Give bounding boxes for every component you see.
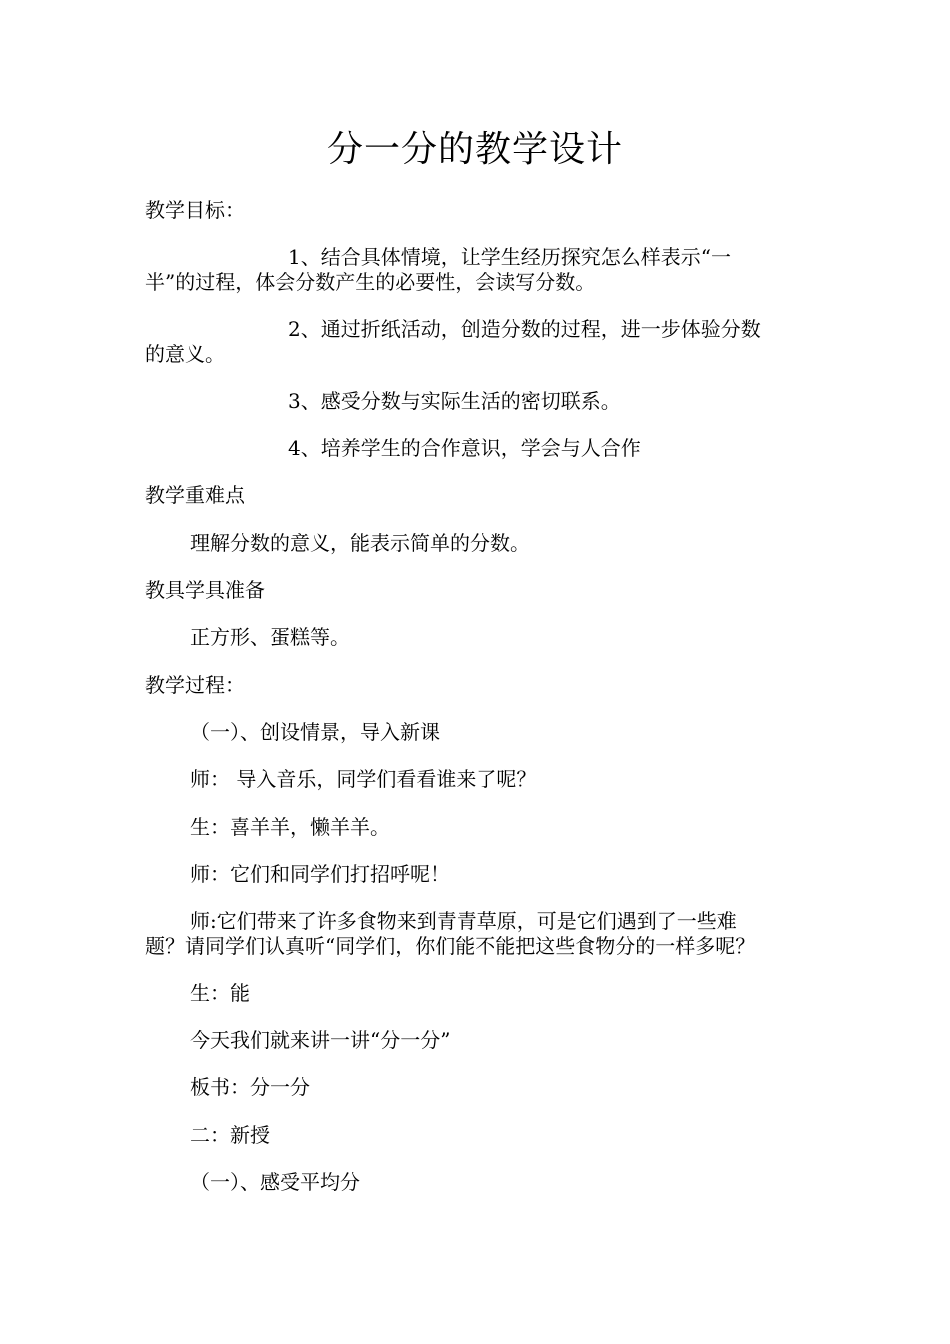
step-1-heading: （一）、创设情景，导入新课 <box>190 720 440 744</box>
board-writing: 板书：分一分 <box>190 1075 310 1099</box>
goal-1-line-2: 半”的过程，体会分数产生的必要性，会读写分数。 <box>145 270 596 294</box>
dialogue-teacher-1: 师： 导入音乐，同学们看看谁来了呢？ <box>190 767 537 791</box>
dialogue-student-2: 生：能 <box>190 981 250 1005</box>
today-topic: 今天我们就来讲一讲“分一分” <box>190 1028 451 1052</box>
goal-4: 4、培养学生的合作意识，学会与人合作 <box>288 436 641 460</box>
dialogue-teacher-3-line-2: 题？请同学们认真听“同学们，你们能不能把这些食物分的一样多呢？ <box>145 934 756 958</box>
new-lesson-heading: 二：新授 <box>190 1123 270 1147</box>
dialogue-student-1: 生：喜羊羊，懒羊羊。 <box>190 815 390 839</box>
process-heading: 教学过程： <box>145 673 245 697</box>
tools-heading: 教具学具准备 <box>145 578 265 602</box>
keypoints-text: 理解分数的意义，能表示简单的分数。 <box>190 531 530 555</box>
dialogue-teacher-2: 师：它们和同学们打招呼呢！ <box>190 862 450 886</box>
goal-3: 3、感受分数与实际生活的密切联系。 <box>288 389 621 413</box>
goal-1-line-1: 1、结合具体情境，让学生经历探究怎么样表示“一 <box>288 245 731 269</box>
keypoints-heading: 教学重难点 <box>145 483 245 507</box>
dialogue-teacher-3-line-1: 师:它们带来了许多食物来到青青草原，可是它们遇到了一些难 <box>190 909 737 933</box>
goal-2-line-2: 的意义。 <box>145 342 225 366</box>
sub-step-1-heading: （一）、感受平均分 <box>190 1170 360 1194</box>
goal-2-line-1: 2、通过折纸活动，创造分数的过程，进一步体验分数 <box>288 317 761 341</box>
goals-heading: 教学目标： <box>145 198 245 222</box>
document-title: 分一分的教学设计 <box>326 129 623 170</box>
tools-text: 正方形、蛋糕等。 <box>190 625 350 649</box>
